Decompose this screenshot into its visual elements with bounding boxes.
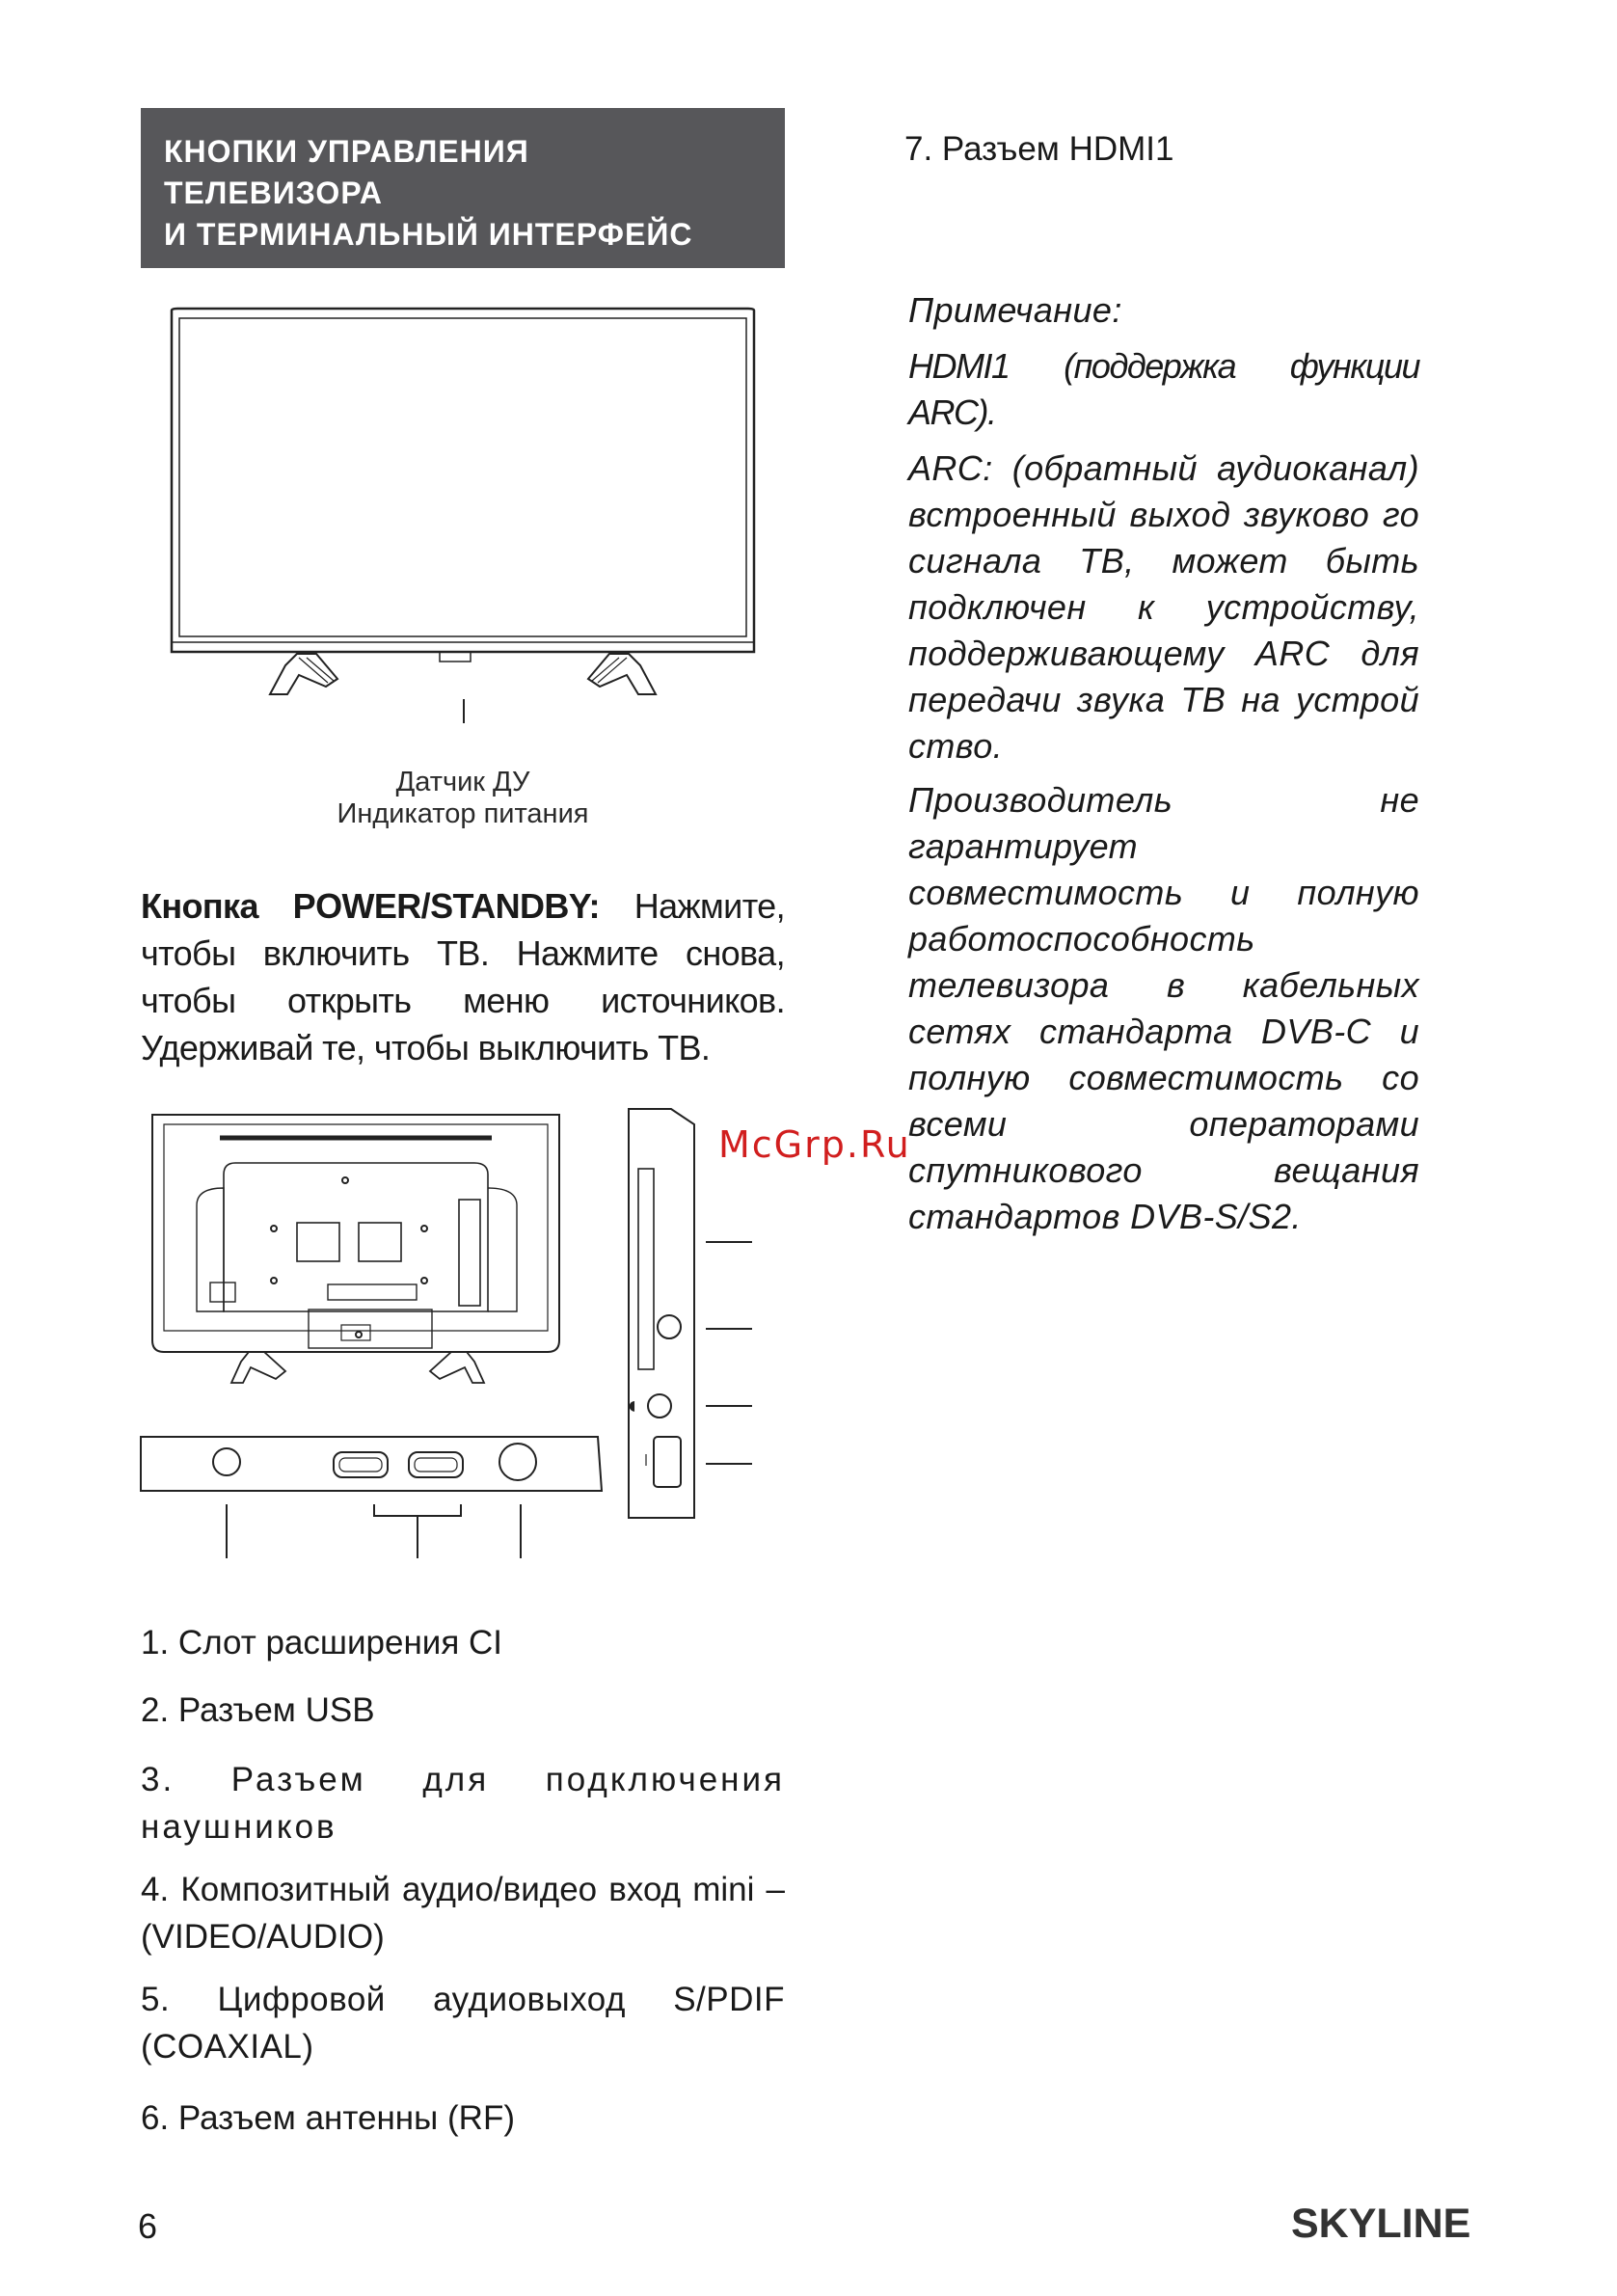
power-button-description [141, 882, 785, 1071]
list-item-ci-slot: 1. Слот расширения CI [141, 1624, 503, 1661]
figure-caption [289, 767, 636, 830]
header-line-3: И ТЕРМИНАЛЬНЫЙ ИНТЕРФЕЙС [164, 217, 693, 252]
tv-back-diagram [135, 1099, 771, 1581]
svg-text:◖: ◖ [629, 1398, 636, 1414]
caption-remote-sensor: Датчик ДУ [395, 767, 530, 797]
list-item-spdif: 5. Цифровой аудиовыход S/PDIF (COAXIAL) [141, 1981, 785, 2066]
note-hdmi-arc: HDMI1 (поддержка функции ARC). [908, 346, 1419, 432]
page-number: 6 [138, 2206, 158, 2246]
power-button-text: Нажмите, чтобы включить ТВ. Нажмите снова, чтобы открыть меню источников. Удерживай те, чтобы выключить ТВ. [141, 886, 785, 1067]
list-item-antenna: 6. Разъем антенны (RF) [141, 2099, 515, 2137]
tv-front-diagram [154, 299, 771, 723]
list-item-composite-av: 4. Композитный аудио/видео вход mini – (VIDEO/AUDIO) [141, 1871, 785, 1956]
list-item-headphones: 3. Разъем для подключения наушников [141, 1761, 785, 1846]
note-title: Примечание: [908, 290, 1122, 330]
note-warranty: Производитель не гарантирует совместимость и полную работоспособность телевизора в кабельных сетях стандарта DVB-C и полную совместимость со всеми операторами спутникового вещания стандартов DVB-S/S2. [908, 780, 1419, 1236]
list-item-hdmi1: 7. Разъем HDMI1 [904, 130, 1174, 168]
brand-logo: SKYLINE [1291, 2201, 1471, 2247]
watermark: McGrp.Ru [718, 1123, 911, 1166]
power-button-label: Кнопка POWER/STANDBY: [141, 886, 600, 926]
header-line-1: КНОПКИ УПРАВЛЕНИЯ [164, 134, 529, 169]
caption-power-indicator: Индикатор питания [337, 798, 589, 829]
list-item-usb: 2. Разъем USB [141, 1691, 375, 1729]
section-header [141, 108, 785, 268]
note-arc-description: ARC: (обратный аудиоканал) встроенный выход звуково го сигнала ТВ, может быть подключен к устройству, поддерживающему ARC для передачи звука ТВ на устрой ство. [908, 448, 1419, 766]
header-line-2: ТЕЛЕВИЗОРА [164, 176, 383, 210]
